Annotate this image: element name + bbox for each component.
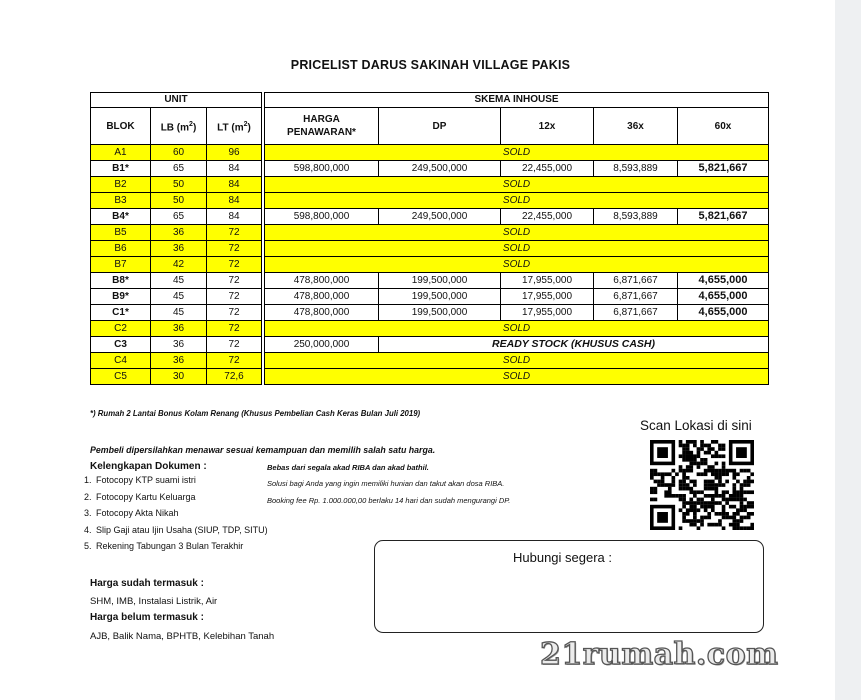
contact-box <box>374 540 764 633</box>
cell-lb: 45 <box>151 273 207 289</box>
cell-lb: 36 <box>151 225 207 241</box>
cell-blok: C3 <box>91 337 151 353</box>
cell-harga: 598,800,000 <box>265 161 379 177</box>
riba-free-note: Bebas dari segala akad RIBA dan akad bathil. <box>267 463 429 472</box>
table-row <box>91 273 769 289</box>
riba-solution-note: Solusi bagi Anda yang ingin memiliki hunian dan takut akan dosa RIBA. <box>267 479 505 488</box>
col-60x: 60x <box>678 108 769 145</box>
cell-60x: 5,821,667 <box>678 209 769 225</box>
col-lb: LB $(m^2)$ <box>151 108 207 145</box>
cell-blok: B8* <box>91 273 151 289</box>
cell-12x: 22,455,000 <box>501 209 594 225</box>
cell-sold-status: SOLD <box>265 241 769 257</box>
cell-harga: 478,800,000 <box>265 273 379 289</box>
table-row <box>91 161 769 177</box>
cell-60x: 5,821,667 <box>678 161 769 177</box>
table-group-header <box>91 93 769 108</box>
document-item: 3. Fotocopy Akta Nikah <box>94 505 314 522</box>
cell-lt: 72 <box>207 353 262 369</box>
cell-12x: 17,955,000 <box>501 273 594 289</box>
document-item: 5. Rekening Tabungan 3 Bulan Terakhir <box>94 538 314 555</box>
cell-lt: 72 <box>207 321 262 337</box>
cell-sold-status: SOLD <box>265 193 769 209</box>
cell-60x: 4,655,000 <box>678 305 769 321</box>
col-blok: BLOK <box>91 108 151 145</box>
cell-lb: 36 <box>151 337 207 353</box>
cell-sold-status: SOLD <box>265 257 769 273</box>
cell-lb: 36 <box>151 353 207 369</box>
cell-dp: 199,500,000 <box>379 273 501 289</box>
unit-group-header: UNIT <box>91 93 262 108</box>
table-row <box>91 193 769 209</box>
cell-lt: 72 <box>207 241 262 257</box>
skema-group-header: SKEMA INHOUSE <box>265 93 769 108</box>
cell-lb: 30 <box>151 369 207 385</box>
cell-sold-status: SOLD <box>265 145 769 161</box>
cell-blok: B7 <box>91 257 151 273</box>
watermark: 21rumah.com <box>540 637 779 672</box>
col-12x: 12x <box>501 108 594 145</box>
contact-label: Hubungi segera : <box>513 550 613 565</box>
cell-lt: 72 <box>207 289 262 305</box>
cell-blok: B2 <box>91 177 151 193</box>
cell-36x: 6,871,667 <box>594 273 678 289</box>
col-lt: LT $(m^2)$ <box>207 108 262 145</box>
cell-blok: B3 <box>91 193 151 209</box>
cell-dp: 199,500,000 <box>379 289 501 305</box>
table-row <box>91 209 769 225</box>
cell-lb: 45 <box>151 289 207 305</box>
cell-lt: 72,6 <box>207 369 262 385</box>
documents-heading: Kelengkapan Dokumen : <box>90 461 207 472</box>
included-text: SHM, IMB, Instalasi Listrik, Air <box>90 596 218 607</box>
cell-harga: 250,000,000 <box>265 337 379 353</box>
cell-12x: 22,455,000 <box>501 161 594 177</box>
cell-36x: 8,593,889 <box>594 161 678 177</box>
cell-lt: 96 <box>207 145 262 161</box>
cell-blok: B5 <box>91 225 151 241</box>
table-row <box>91 369 769 385</box>
cell-blok: C2 <box>91 321 151 337</box>
col-harga: HARGA PENAWARAN* <box>265 108 379 145</box>
cell-lb: 36 <box>151 241 207 257</box>
document-item: 2. Fotocopy Kartu Keluarga <box>94 489 314 506</box>
table-row <box>91 177 769 193</box>
cell-blok: B9* <box>91 289 151 305</box>
cell-36x: 6,871,667 <box>594 305 678 321</box>
cell-blok: C4 <box>91 353 151 369</box>
cell-12x: 17,955,000 <box>501 305 594 321</box>
cell-lb: 60 <box>151 145 207 161</box>
table-column-header <box>91 108 769 145</box>
cell-lt: 84 <box>207 177 262 193</box>
cell-sold-status: SOLD <box>265 225 769 241</box>
page-title: PRICELIST DARUS SAKINAH VILLAGE PAKIS <box>290 58 571 72</box>
cell-sold-status: SOLD <box>265 177 769 193</box>
scan-location-label: Scan Lokasi di sini <box>640 418 752 433</box>
document-item: 4. Slip Gaji atau Ijin Usaha (SIUP, TDP, SITU) <box>94 522 314 539</box>
cell-blok: C1* <box>91 305 151 321</box>
cell-12x: 17,955,000 <box>501 289 594 305</box>
cell-harga: 478,800,000 <box>265 289 379 305</box>
cell-blok: C5 <box>91 369 151 385</box>
cell-lt: 84 <box>207 193 262 209</box>
cell-lt: 72 <box>207 273 262 289</box>
cell-lb: 65 <box>151 161 207 177</box>
included-heading: Harga sudah termasuk : <box>90 578 204 589</box>
cell-lt: 72 <box>207 257 262 273</box>
cell-blok: A1 <box>91 145 151 161</box>
table-row <box>91 321 769 337</box>
col-dp: DP <box>379 108 501 145</box>
excluded-heading: Harga belum termasuk : <box>90 612 204 623</box>
table-row <box>91 225 769 241</box>
cell-lb: 45 <box>151 305 207 321</box>
table-row <box>91 305 769 321</box>
table-row <box>91 353 769 369</box>
cell-36x: 8,593,889 <box>594 209 678 225</box>
table-row <box>91 289 769 305</box>
cell-lb: 50 <box>151 177 207 193</box>
cell-lt: 72 <box>207 337 262 353</box>
cell-dp: 249,500,000 <box>379 161 501 177</box>
cell-dp: 199,500,000 <box>379 305 501 321</box>
cell-blok: B1* <box>91 161 151 177</box>
table-row <box>91 257 769 273</box>
excluded-text: AJB, Balik Nama, BPHTB, Kelebihan Tanah <box>90 631 275 642</box>
cell-lb: 36 <box>151 321 207 337</box>
cell-harga: 598,800,000 <box>265 209 379 225</box>
cell-60x: 4,655,000 <box>678 289 769 305</box>
cell-sold-status: SOLD <box>265 353 769 369</box>
pricelist-rows <box>91 145 769 385</box>
table-row <box>91 337 769 353</box>
cell-60x: 4,655,000 <box>678 273 769 289</box>
cell-blok: B4* <box>91 209 151 225</box>
cell-lt: 72 <box>207 305 262 321</box>
cell-dp: 249,500,000 <box>379 209 501 225</box>
cell-harga: 478,800,000 <box>265 305 379 321</box>
cell-blok: B6 <box>91 241 151 257</box>
scan-edge <box>835 0 861 700</box>
table-row <box>91 145 769 161</box>
cell-lt: 84 <box>207 161 262 177</box>
table-row <box>91 241 769 257</box>
cell-lb: 65 <box>151 209 207 225</box>
pricelist-table <box>90 92 769 385</box>
col-36x: 36x <box>594 108 678 145</box>
booking-fee-note: Booking fee Rp. 1.000.000,00 berlaku 14 hari dan sudah mengurangi DP. <box>267 496 511 505</box>
footnote: *) Rumah 2 Lantai Bonus Kolam Renang (Khusus Pembelian Cash Keras Bulan Juli 2019) <box>90 409 421 418</box>
cell-lt: 72 <box>207 225 262 241</box>
buyer-invitation: Pembeli dipersilahkan menawar sesuai kemampuan dan memilih salah satu harga. <box>90 445 436 455</box>
cell-ready-status: READY STOCK (KHUSUS CASH) <box>379 337 769 353</box>
cell-36x: 6,871,667 <box>594 289 678 305</box>
cell-sold-status: SOLD <box>265 369 769 385</box>
cell-lt: 84 <box>207 209 262 225</box>
cell-lb: 50 <box>151 193 207 209</box>
document-item: 1. Fotocopy KTP suami istri <box>94 472 314 489</box>
location-qr-code[interactable] <box>650 440 754 530</box>
cell-sold-status: SOLD <box>265 321 769 337</box>
cell-lb: 42 <box>151 257 207 273</box>
